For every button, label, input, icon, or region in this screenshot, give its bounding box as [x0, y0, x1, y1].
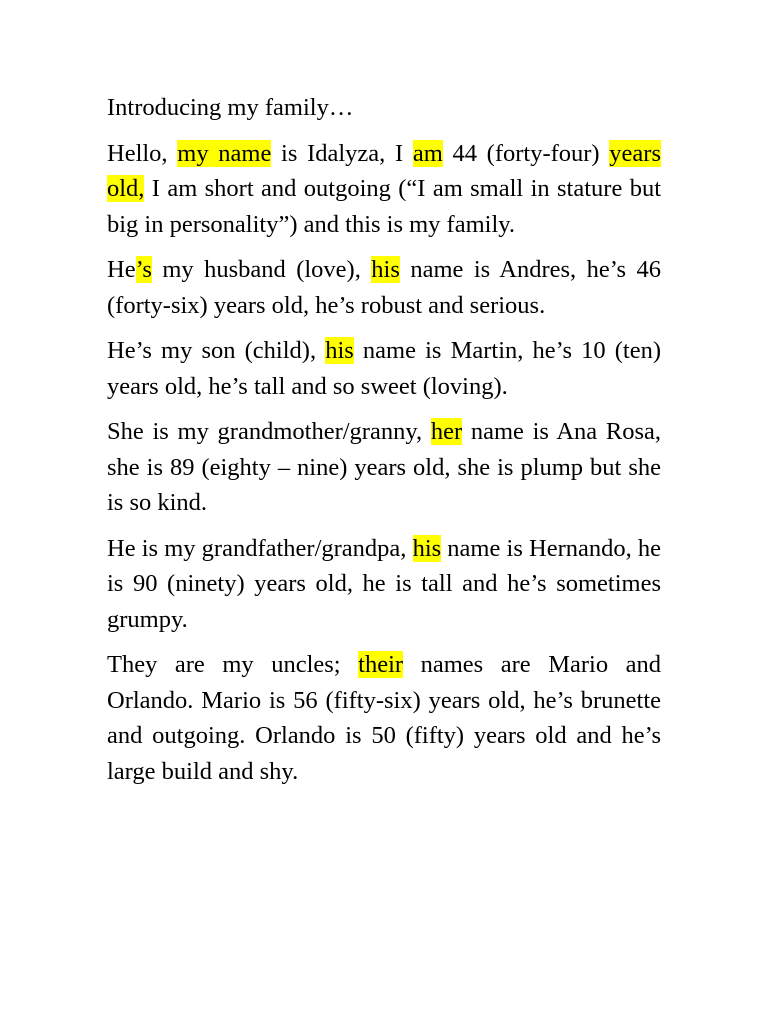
text-run: name is Hernando, he is 90 (ninety) years old, he is tall and he’s sometimes grumpy. — [107, 534, 661, 633]
highlighted-text: her — [430, 418, 463, 445]
document-body — [107, 136, 661, 790]
text-run: She is my grandmother/granny, — [107, 418, 431, 445]
highlighted-text: ’s — [135, 256, 152, 283]
paragraph — [107, 252, 661, 323]
text-run: name is Martin, he’s 10 (ten) years old, he’s tall and so sweet (loving). — [107, 337, 661, 400]
text-run: names are Mario and Orlando. Mario is 56 (fifty-six) years old, he’s brunette and outgoing. Orlando is 50 (fifty) years old and he’s large build and shy. — [107, 651, 662, 785]
paragraph — [107, 414, 661, 521]
highlighted-text: his — [412, 534, 442, 562]
text-run: 44 (forty-four) — [442, 139, 610, 167]
text-run: my husband (love), — [151, 256, 372, 283]
paragraph — [107, 647, 661, 789]
text-run: He’s my son (child), — [107, 337, 326, 364]
text-run: is Idalyza, I — [271, 139, 413, 167]
text-run: I am short and outgoing (“I am small in stature but big in personality”) and this is my family. — [107, 175, 661, 238]
text-run: name is Andres, he’s 46 (forty-six) years old, he’s robust and serious. — [107, 256, 662, 319]
document-title: Introducing my family… — [107, 94, 354, 121]
highlighted-text: am — [412, 139, 443, 167]
paragraph — [107, 136, 661, 243]
text-run: They are my uncles; — [107, 651, 359, 678]
highlighted-text: my name — [177, 139, 272, 167]
text-run: He — [107, 256, 136, 283]
text-run: name is Ana Rosa, she is 89 (eighty – nine) years old, she is plump but she is so kind. — [107, 418, 661, 516]
paragraph — [107, 531, 661, 638]
highlighted-text: his — [371, 256, 400, 283]
highlighted-text: their — [358, 651, 404, 678]
text-run: Hello, — [107, 139, 178, 167]
paragraph — [107, 333, 661, 404]
highlighted-text: years old, — [107, 139, 661, 202]
highlighted-text: his — [325, 337, 354, 364]
text-run: He is my grandfather/grandpa, — [107, 534, 413, 562]
document-page — [107, 90, 661, 799]
